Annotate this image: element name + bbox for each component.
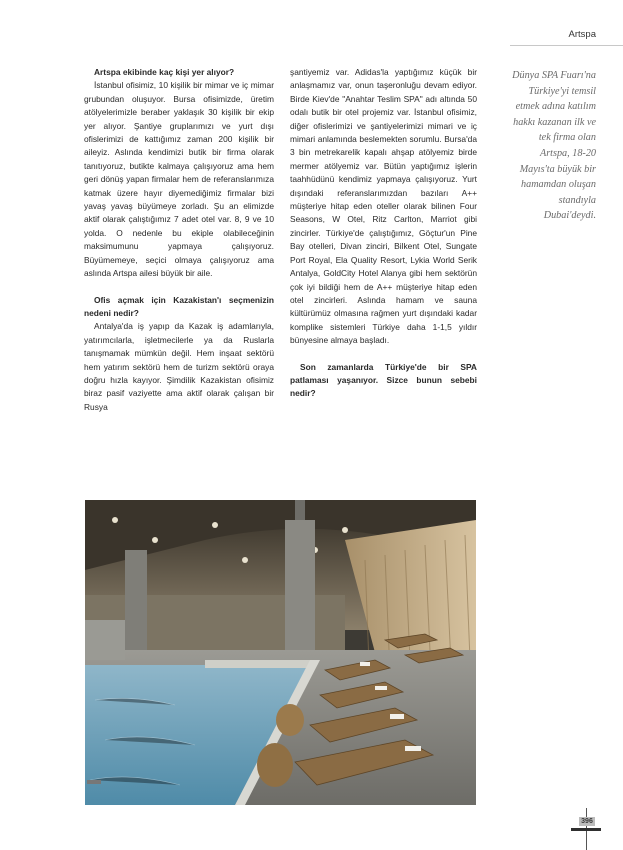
question-heading: Artspa ekibinde kaç kişi yer alıyor? — [94, 67, 235, 77]
question-heading: Ofis açmak için Kazakistan'ı seçmenizin nedeni nedir? — [84, 294, 274, 318]
answer-paragraph: Antalya'da iş yapıp da Kazak iş adamlarıyla, yatırımcılarla, işletmecilerle ya da Ruslarla tanışmamak mümkün değil. Hem inşaat sektörü hem yatırım sektörü hem de turizm sektörü oraya doğru hızla kayıyor. Şimdilik Kazakistan ofisimiz biraz pasif vaziyette ama aktif olarak çalışan bir Rusya — [84, 321, 274, 412]
page-number: 396 — [579, 817, 595, 826]
running-header: Artspa — [568, 29, 596, 40]
sidebar-pull-quote: Dünya SPA Fuarı'na Türkiye'yi temsil etmek adına katılım hakkı kazanan ilk ve tek firma olan Artspa, 18-20 Mayıs'ta büyük bir hamamdan oluşan standıyla Dubai'deydi. — [512, 70, 596, 222]
page-number-rule — [571, 828, 601, 831]
left-text-column — [84, 66, 274, 414]
answer-paragraph: İstanbul ofisimiz, 10 kişilik bir mimar ve iç mimar grubundan oluşuyor. Bursa ofisimizde, üretim atölyelerimizle beraber yaklaşık 30 kişilik bir ekip yer alıyor. Şantiye gruplarımızı ve yurt dışı ofislerimizi de kattığımız zaman 200 kişilik bir aileyiz. Aslında kendimizi butik bir firma olarak tanıtıyoruz, butikte kalmaya çalışıyoruz ama hem geri dönüş yapan firmalar hem de referanslarımıza katmak üzere hayır diyemediğimiz firmalar bizi yavaş yavaş büyümeye zorladı. Şu an elimizde aktif olarak çalıştığımız 7 adet otel var. 8, 9 ve 10 yolda. O nedenle bu ekiple olabileceğinin maksimumunu yapmaya çalışıyoruz. Büyümemeye, seçici olmaya çalışıyoruz ama aslında Artspa ailesi büyük bir aile. — [84, 80, 274, 279]
answer-paragraph: şantiyemiz var. Adidas'la yaptığımız küçük bir anlaşmamız var, onun taşeronluğu devam ediyor. Birde Kiev'de "Anahtar Teslim SPA" adı altında 50 odalı butik bir otel projemiz var. İstanbul ofisimiz, diğer ofislerimizi ve şantiyelerimizi mimari ve iç mimari anlamında beslemekten sorumlu. Bursa'da 3 bin metrekarelik kapalı ahşap atölyemiz birde mermer atölyemiz var. Bütün yaptığımız işlerin taahhüdünü kendimiz yapmaya çalışıyoruz. Yurt dışındaki referanslarımızdan bazıları A++ müşteriye hitap eden oteller olarak bilinen Four Seasons, W Otel, Ritz Carlton, Marriot gibi zincirler. Türkiye'de çalıştığımız, Göçtur'un Pine Bay otelleri, Divan zinciri, Bilkent Otel, Sungate Port Royal, Ela Quality Resort, Lykia World Serik Antalya, GoldCity Hotel Alanya gibi hem sektörün çok iyi bildiği hem de A++ müşteriye hitap eden otel zincirleri. Aslında hamam ve sauna kültürümüz olmasına rağmen yurt dışındaki kadar komplike sistemleri Türkiye daha 1-1,5 yıldır bünyesine almaya başladı. — [290, 67, 477, 346]
question-heading: Son zamanlarda Türkiye'de bir SPA patlaması yaşanıyor. Sizce bunun sebebi nedir? — [290, 361, 477, 399]
middle-text-column — [290, 66, 477, 401]
spa-pool-photo — [85, 500, 476, 805]
header-rule — [510, 45, 623, 46]
